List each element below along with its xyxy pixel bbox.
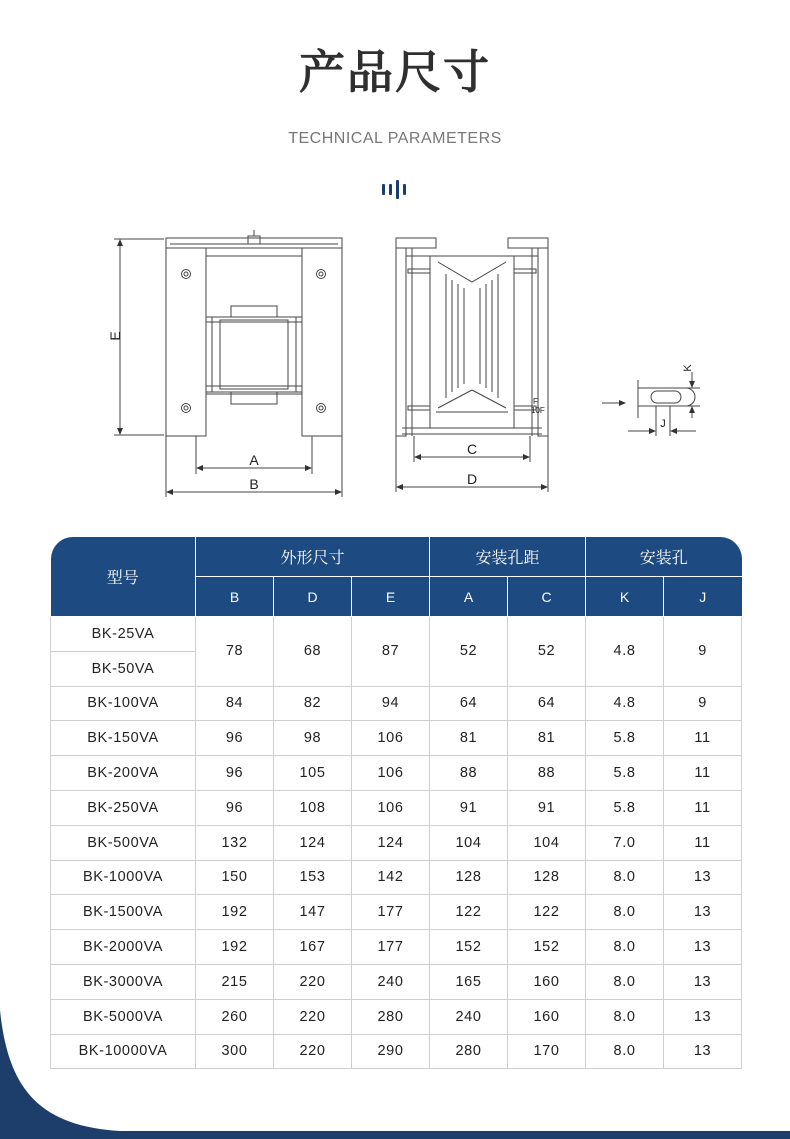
model-cell: BK-1500VA — [51, 895, 196, 930]
value-cell: 240 — [352, 964, 430, 999]
table-row — [51, 790, 742, 825]
value-cell: 124 — [274, 825, 352, 860]
col-k: K — [586, 577, 664, 617]
value-cell: 13 — [664, 930, 742, 965]
model-cell: BK-500VA — [51, 825, 196, 860]
value-cell: 96 — [196, 790, 274, 825]
value-cell: 8.0 — [586, 964, 664, 999]
value-cell: 7.0 — [586, 825, 664, 860]
value-cell: 104 — [508, 825, 586, 860]
value-cell: 4.8 — [586, 686, 664, 721]
header-model: 型号 — [51, 537, 196, 617]
value-cell: 68 — [274, 617, 352, 687]
table-row — [51, 686, 742, 721]
col-j: J — [664, 577, 742, 617]
value-cell: 128 — [430, 860, 508, 895]
value-cell: 9 — [664, 617, 742, 687]
value-cell: 122 — [508, 895, 586, 930]
value-cell: 300 — [196, 1034, 274, 1069]
col-b: B — [196, 577, 274, 617]
value-cell: 5.8 — [586, 790, 664, 825]
model-cell: BK-250VA — [51, 790, 196, 825]
value-cell: 94 — [352, 686, 430, 721]
value-cell: 81 — [430, 721, 508, 756]
dim-label-f: F — [533, 397, 538, 406]
value-cell: 280 — [430, 1034, 508, 1069]
table-row — [51, 895, 742, 930]
value-cell: 81 — [508, 721, 586, 756]
value-cell: 142 — [352, 860, 430, 895]
value-cell: 152 — [508, 930, 586, 965]
value-cell: 290 — [352, 1034, 430, 1069]
value-cell: 88 — [508, 756, 586, 791]
value-cell: 177 — [352, 895, 430, 930]
value-cell: 170 — [508, 1034, 586, 1069]
value-cell: 52 — [508, 617, 586, 687]
value-cell: 64 — [508, 686, 586, 721]
value-cell: 11 — [664, 721, 742, 756]
value-cell: 150 — [196, 860, 274, 895]
mounting-hole-detail — [602, 372, 700, 436]
value-cell: 192 — [196, 895, 274, 930]
value-cell: 106 — [352, 790, 430, 825]
model-cell: BK-150VA — [51, 721, 196, 756]
value-cell: 105 — [274, 756, 352, 791]
page-title: 产品尺寸 — [299, 45, 491, 99]
value-cell: 167 — [274, 930, 352, 965]
value-cell: 13 — [664, 1034, 742, 1069]
header-group-hole-spacing: 安装孔距 — [430, 537, 586, 577]
bottom-decoration — [0, 1010, 790, 1139]
value-cell: 11 — [664, 790, 742, 825]
model-cell: BK-50VA — [51, 651, 196, 686]
value-cell: 8.0 — [586, 895, 664, 930]
col-a: A — [430, 577, 508, 617]
model-cell: BK-1000VA — [51, 860, 196, 895]
value-cell: 177 — [352, 930, 430, 965]
value-cell: 104 — [430, 825, 508, 860]
value-cell: 96 — [196, 721, 274, 756]
value-cell: 87 — [352, 617, 430, 687]
value-cell: 78 — [196, 617, 274, 687]
value-cell: 8.0 — [586, 860, 664, 895]
value-cell: 215 — [196, 964, 274, 999]
value-cell: 220 — [274, 964, 352, 999]
value-cell: 106 — [352, 721, 430, 756]
col-e: E — [352, 577, 430, 617]
col-c: C — [508, 577, 586, 617]
value-cell: 91 — [508, 790, 586, 825]
value-cell: 13 — [664, 860, 742, 895]
spec-table — [50, 537, 742, 1069]
value-cell: 8.0 — [586, 1034, 664, 1069]
value-cell: 106 — [352, 756, 430, 791]
value-cell: 122 — [430, 895, 508, 930]
table-row — [51, 930, 742, 965]
side-view — [396, 238, 548, 436]
value-cell: 220 — [274, 1034, 352, 1069]
model-cell: BK-2000VA — [51, 930, 196, 965]
value-cell: 52 — [430, 617, 508, 687]
value-cell: 11 — [664, 825, 742, 860]
dim-label-b: B — [249, 476, 259, 492]
value-cell: 153 — [274, 860, 352, 895]
value-cell: 260 — [196, 999, 274, 1034]
value-cell: 220 — [274, 999, 352, 1034]
page-subtitle: TECHNICAL PARAMETERS — [288, 130, 502, 147]
value-cell: 88 — [430, 756, 508, 791]
table-row — [51, 825, 742, 860]
value-cell: 192 — [196, 930, 274, 965]
dim-label-e: E — [107, 331, 123, 341]
value-cell: 5.8 — [586, 756, 664, 791]
dim-label-d: D — [466, 471, 478, 487]
value-cell: 124 — [352, 825, 430, 860]
value-cell: 13 — [664, 999, 742, 1034]
value-cell: 91 — [430, 790, 508, 825]
dim-label-k: K — [682, 364, 694, 372]
value-cell: 11 — [664, 756, 742, 791]
table-row — [51, 756, 742, 791]
value-cell: 108 — [274, 790, 352, 825]
value-cell: 128 — [508, 860, 586, 895]
value-cell: 98 — [274, 721, 352, 756]
table-row — [51, 860, 742, 895]
value-cell: 82 — [274, 686, 352, 721]
value-cell: 8.0 — [586, 999, 664, 1034]
model-cell: BK-5000VA — [51, 999, 196, 1034]
value-cell: 160 — [508, 999, 586, 1034]
model-cell: BK-200VA — [51, 756, 196, 791]
header-group-mounting-hole: 安装孔 — [586, 537, 742, 577]
model-cell: BK-3000VA — [51, 964, 196, 999]
value-cell: 152 — [430, 930, 508, 965]
dim-label-10f: 10F — [531, 406, 545, 415]
table-row — [51, 721, 742, 756]
model-cell: BK-10000VA — [51, 1034, 196, 1069]
header-group-outline: 外形尺寸 — [196, 537, 430, 577]
value-cell: 240 — [430, 999, 508, 1034]
model-cell: BK-25VA — [51, 617, 196, 652]
value-cell: 64 — [430, 686, 508, 721]
value-cell: 96 — [196, 756, 274, 791]
table-row — [51, 964, 742, 999]
value-cell: 147 — [274, 895, 352, 930]
value-cell: 84 — [196, 686, 274, 721]
table-row — [51, 617, 742, 652]
value-cell: 9 — [664, 686, 742, 721]
dim-label-a: A — [249, 452, 259, 468]
value-cell: 4.8 — [586, 617, 664, 687]
value-cell: 280 — [352, 999, 430, 1034]
divider-bars-icon — [382, 180, 408, 200]
dimension-drawing — [0, 222, 790, 502]
col-d: D — [274, 577, 352, 617]
value-cell: 13 — [664, 964, 742, 999]
front-view — [166, 230, 342, 436]
value-cell: 160 — [508, 964, 586, 999]
value-cell: 5.8 — [586, 721, 664, 756]
dim-label-c: C — [466, 441, 478, 457]
dim-label-j: J — [660, 418, 666, 430]
value-cell: 13 — [664, 895, 742, 930]
value-cell: 132 — [196, 825, 274, 860]
model-cell: BK-100VA — [51, 686, 196, 721]
value-cell: 165 — [430, 964, 508, 999]
value-cell: 8.0 — [586, 930, 664, 965]
